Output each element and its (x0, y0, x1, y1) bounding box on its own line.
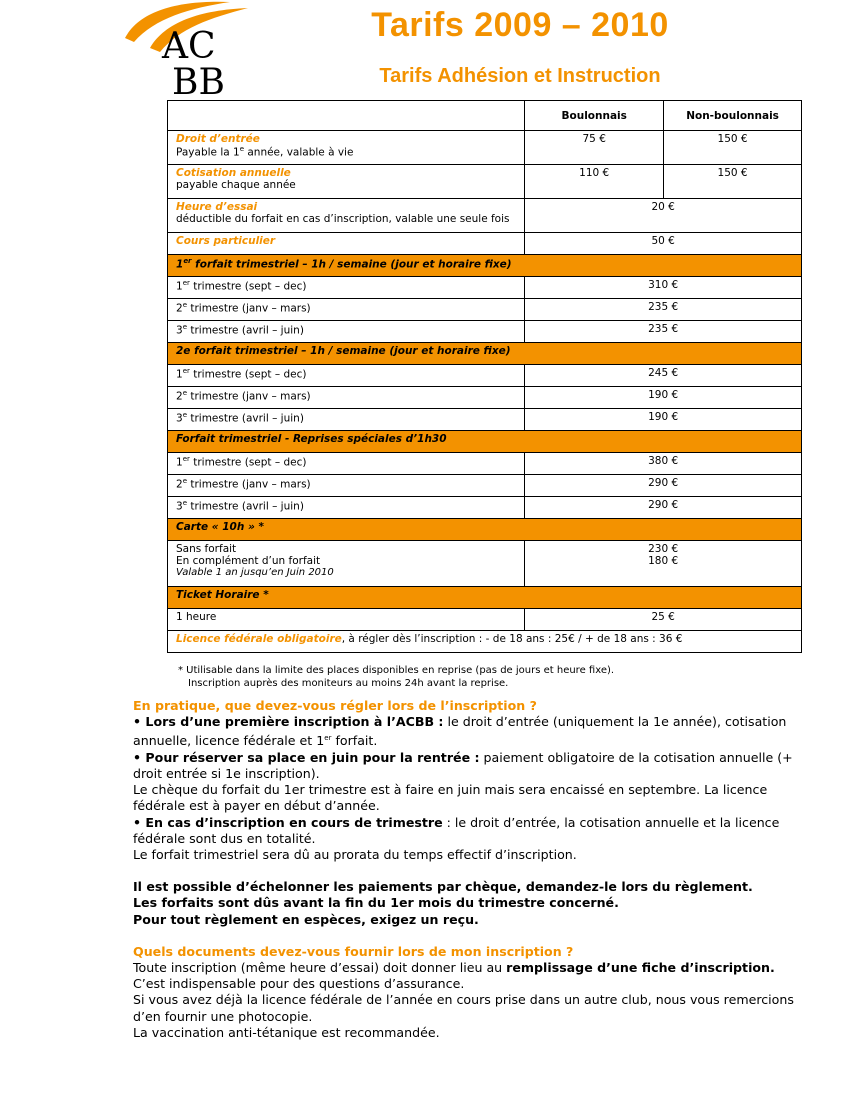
licence-row: Licence fédérale obligatoire, à régler dès l’inscription : - de 18 ans : 25€ / + de 18 ans : 36 € (168, 631, 802, 653)
table-row (168, 165, 802, 199)
table-row: 1 heure 25 € (168, 609, 802, 631)
table-row: 2e trimestre (janv – mars) 290 € (168, 475, 802, 497)
question-documents: Quels documents devez-vous fournir lors de mon inscription ? (133, 943, 574, 959)
price-cell: 290 € (525, 475, 802, 497)
price-cell: 75 € (525, 131, 664, 165)
body-text: En pratique, que devez-vous régler lors de l’inscription ? • Lors d’une première inscription à l’ACBB : le droit d’entrée (uniquement la 1e année), cotisation annuelle, licence fédérale et 1er forfait. • Pour réserver sa place en juin pour la rentrée : paiement obligatoire de la cotisation annuelle (+ droit entrée si 1e inscription). Le chèque du forfait du 1er trimestre est à faire en juin mais sera encaissé en septembre. La licence fédérale est à payer en début d’année. • En cas d’inscription en cours de trimestre : le droit d’entrée, la cotisation annuelle et la licence fédérale sont dus en totalité. Le forfait trimestriel sera dû au prorata du temps effectif d’inscription. Il est possible d’échelonner les paiements par chèque, demandez-le lors du règlement. Les forfaits sont dûs avant la fin du 1er mois du trimestre concerné. Pour tout règlement en espèces, exigez un reçu. Quels documents devez-vous fournir lors de mon inscription ? Toute inscription (même heure d’essai) doit donner lieu au remplissage d’une fiche d’inscription. C’est indispensable pour des questions d’assurance. Si vous avez déjà la licence fédérale de l’année en cours prise dans un autre club, nous vous remercions d’en fournir une photocopie. La vaccination anti-tétanique est recommandée. (133, 698, 823, 1041)
section-header-row (168, 519, 802, 541)
table-row: 2e trimestre (janv – mars) 190 € (168, 387, 802, 409)
page-subtitle: Tarifs Adhésion et Instruction (379, 65, 661, 87)
row-desc: déductible du forfait en cas d’inscription, valable une seule fois (176, 213, 510, 225)
table-footnote: * Utilisable dans la limite des places disponibles en reprise (pas de jours et heure fixe). Inscription auprès des moniteurs au moins 24h avant la reprise. (178, 665, 615, 689)
section-header-row (168, 587, 802, 609)
table-row: 3e trimestre (avril – juin) 190 € (168, 409, 802, 431)
row-label: Cotisation annuelle (176, 167, 291, 179)
section-title: Carte « 10h » * (168, 519, 802, 541)
price-cell: 110 € (525, 165, 664, 199)
table-row: 1er trimestre (sept – dec) 380 € (168, 453, 802, 475)
price-cell: 235 € (525, 299, 802, 321)
price-cell: 245 € (525, 365, 802, 387)
price-cell: 50 € (525, 233, 802, 255)
section-header-row (168, 343, 802, 365)
logo-text-top: AC (162, 26, 216, 67)
price-cell: 380 € (525, 453, 802, 475)
section-title: 2e forfait trimestriel – 1h / semaine (jour et horaire fixe) (168, 343, 802, 365)
table-header-row (168, 101, 802, 131)
table-row (168, 131, 802, 165)
tarifs-table (167, 100, 802, 653)
acbb-logo (120, 0, 250, 100)
price-cell: 190 € (525, 387, 802, 409)
price-cell: 150 € (664, 165, 802, 199)
section-header-row (168, 255, 802, 277)
price-cell: 190 € (525, 409, 802, 431)
section-title: Ticket Horaire * (168, 587, 802, 609)
row-desc: Payable la 1e année, valable à vie (176, 145, 354, 159)
table-row: 3e trimestre (avril – juin) 290 € (168, 497, 802, 519)
row-label: Droit d’entrée (176, 133, 260, 145)
page-title: Tarifs 2009 – 2010 (371, 6, 669, 44)
table-row (168, 631, 802, 653)
table-row: 3e trimestre (avril – juin) 235 € (168, 321, 802, 343)
row-label: Heure d’essai (176, 201, 258, 213)
price-cell: 150 € (664, 131, 802, 165)
price-cell: 310 € (525, 277, 802, 299)
table-row: 1er trimestre (sept – dec) 245 € (168, 365, 802, 387)
section-title: 1er forfait trimestriel – 1h / semaine (jour et horaire fixe) (168, 255, 802, 277)
table-row: 1er trimestre (sept – dec) 310 € (168, 277, 802, 299)
logo-text-bottom: BB (172, 62, 225, 100)
table-row (168, 233, 802, 255)
row-label: Cours particulier (168, 233, 525, 255)
price-cell: 25 € (525, 609, 802, 631)
col-header-non-boulonnais: Non-boulonnais (664, 101, 802, 131)
table-row: Sans forfait En complément d’un forfait Valable 1 an jusqu’en Juin 2010 230 € 180 € (168, 541, 802, 587)
price-cell: 20 € (525, 199, 802, 233)
section-title: Forfait trimestriel - Reprises spéciales d’1h30 (168, 431, 802, 453)
price-cell: 290 € (525, 497, 802, 519)
section-header-row (168, 431, 802, 453)
table-row (168, 199, 802, 233)
price-cell: 235 € (525, 321, 802, 343)
col-header-boulonnais: Boulonnais (525, 101, 664, 131)
question-payment: En pratique, que devez-vous régler lors de l’inscription ? (133, 698, 537, 713)
table-row: 2e trimestre (janv – mars) 235 € (168, 299, 802, 321)
price-cell: 230 € 180 € (525, 541, 802, 587)
row-desc: payable chaque année (176, 179, 296, 191)
